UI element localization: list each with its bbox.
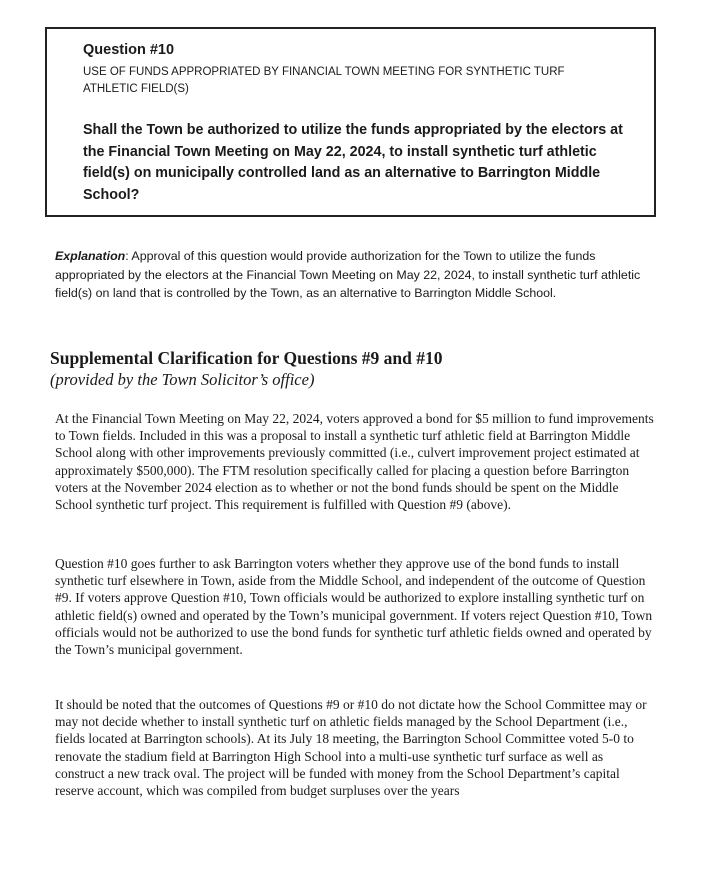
supplemental-subtitle: (provided by the Town Solicitor’s office) [50,370,315,389]
question-heading: Question #10 [83,42,175,58]
explanation-paragraph [55,247,645,303]
supplemental-paragraph-1: At the Financial Town Meeting on May 22, 2024, voters approved a bond for $5 million to fund improvements to Town fields. Included in this was a proposal to install a synthetic turf athletic field at Barrington Middle School along with other improvements previously committed (i.e., culvert improvement project estimated at approximately $500,000). The FTM resolution specifically called for placing a question before Barrington voters at the November 2024 election as to whether or not the bond funds should be spent on the Middle School synthetic turf project. This requirement is fulfilled with Question #9 (above). [55,411,654,513]
supplemental-paragraph-2: Question #10 goes further to ask Barrington voters whether they approve use of the bond funds to install synthetic turf elsewhere in Town, aside from the Middle School, and independent of the outcome of Question #9. If voters approve Question #10, Town officials would be authorized to explore installing synthetic turf on athletic field(s) owned and operated by the Town’s municipal government. If voters reject Question #10, Town officials would not be authorized to use the bond funds for synthetic turf athletic fields owned and operated by the Town’s municipal government. [55,556,653,658]
supplemental-title: Supplemental Clarification for Questions #9 and #10 [50,348,443,368]
explanation-label: Explanation [55,249,126,263]
question-text: Shall the Town be authorized to utilize the funds appropriated by the electors at the Financial Town Meeting on May 22, 2024, to install synthetic turf athletic field(s) on municipally controlled land as an alternative to Barrington Middle School? [83,122,623,203]
question-subtitle: USE OF FUNDS APPROPRIATED BY FINANCIAL TOWN MEETING FOR SYNTHETIC TURF ATHLETIC FIELD(S) [83,66,565,95]
explanation-text: : Approval of this question would provide authorization for the Town to utilize the funds appropriated by the electors at the Financial Town Meeting on May 22, 2024, to install synthetic turf athletic field(s) on land that is controlled by the Town, as an alternative to Barrington Middle School. [55,249,641,300]
supplemental-paragraph-3: It should be noted that the outcomes of Questions #9 or #10 do not dictate how the School Committee may or may not decide whether to install synthetic turf on athletic fields managed by the School Department (i.e., fields located at Barrington schools). At its July 18 meeting, the Barrington School Committee voted 5-0 to renovate the stadium field at Barrington High School into a multi-use synthetic turf surface as well as construct a new track oval. The project will be funded with money from the School Department’s capital reserve account, which was compiled from budget surpluses over the years [55,697,647,799]
question-box [45,27,656,217]
